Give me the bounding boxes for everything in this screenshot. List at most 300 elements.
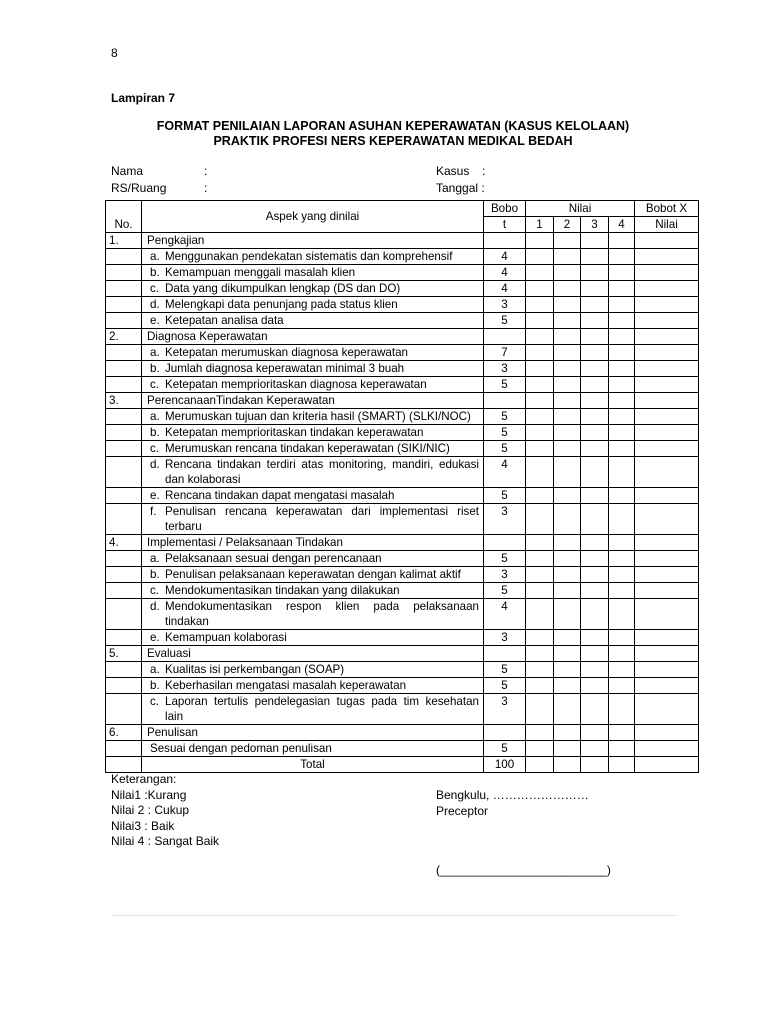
item-row [106, 409, 699, 425]
item-bobot: 5 [484, 313, 526, 329]
score-cell [635, 504, 699, 535]
score-cell [609, 504, 635, 535]
item-label: c. [150, 378, 160, 391]
total-label: Total [142, 757, 484, 773]
score-cell [581, 297, 609, 313]
score-cell [581, 662, 609, 678]
score-cell [635, 488, 699, 504]
score-cell [609, 313, 635, 329]
score-cell [581, 441, 609, 457]
rs-colon: : [204, 181, 208, 195]
score-cell [526, 630, 554, 646]
signature-place: Bengkulu, …………………… [436, 788, 589, 802]
score-cell [554, 441, 581, 457]
empty-cell [635, 725, 699, 741]
item-label: c. [150, 442, 160, 455]
item-bobot: 3 [484, 567, 526, 583]
item-row [106, 694, 699, 725]
empty-cell [609, 725, 635, 741]
page-divider [111, 915, 677, 916]
score-cell [526, 313, 554, 329]
score-cell [526, 488, 554, 504]
score-cell [635, 265, 699, 281]
score-cell [635, 361, 699, 377]
score-cell [635, 662, 699, 678]
item-text: Menggunakan pendekatan sistematis dan komprehensif [165, 250, 453, 263]
score-cell [554, 265, 581, 281]
signature-role: Preceptor [436, 804, 489, 818]
item-label: b. [150, 266, 160, 279]
empty-cell [581, 646, 609, 662]
section-title: Diagnosa Keperawatan [142, 329, 484, 345]
score-cell [526, 504, 554, 535]
section-row [106, 329, 699, 345]
item-label: d. [150, 298, 160, 311]
score-cell [581, 361, 609, 377]
page-number: 8 [111, 46, 118, 60]
item-label: e. [150, 489, 160, 502]
item-bobot: 5 [484, 741, 526, 757]
item-text-cell [142, 678, 484, 694]
item-label: e. [150, 314, 160, 327]
score-cell [554, 583, 581, 599]
item-text-cell [142, 583, 484, 599]
score-cell [635, 425, 699, 441]
section-number: 5. [106, 646, 142, 662]
section-number: 6. [106, 725, 142, 741]
score-cell [609, 567, 635, 583]
item-text-cell [142, 662, 484, 678]
keterangan-line-4: Nilai 4 : Sangat Baik [111, 834, 220, 848]
score-cell [581, 599, 609, 630]
score-cell [581, 694, 609, 725]
item-text: Ketepatan memprioritaskan diagnosa keperawatan [165, 378, 427, 391]
empty-cell [484, 393, 526, 409]
item-label: a. [150, 410, 160, 423]
item-text: Pelaksanaan sesuai dengan perencanaan [165, 552, 382, 565]
score-cell [635, 741, 699, 757]
score-cell [526, 377, 554, 393]
score-cell [581, 583, 609, 599]
keterangan [111, 772, 219, 850]
item-bobot: 5 [484, 488, 526, 504]
score-cell [554, 504, 581, 535]
score-cell [526, 567, 554, 583]
item-text-cell [142, 504, 484, 535]
score-cell [581, 409, 609, 425]
item-text: Ketepatan merumuskan diagnosa keperawatan [165, 346, 408, 359]
score-cell [609, 409, 635, 425]
keterangan-heading: Keterangan: [111, 772, 177, 786]
item-row [106, 551, 699, 567]
item-text-cell [142, 457, 484, 488]
empty-cell [635, 393, 699, 409]
score-cell [581, 678, 609, 694]
score-cell [635, 694, 699, 725]
item-row [106, 567, 699, 583]
score-cell [635, 441, 699, 457]
score-cell [554, 249, 581, 265]
score-cell [526, 265, 554, 281]
item-text-cell [142, 441, 484, 457]
item-bobot: 7 [484, 345, 526, 361]
header-nilai-1: 1 [526, 217, 554, 233]
score-cell [554, 630, 581, 646]
score-cell [635, 313, 699, 329]
score-cell [554, 678, 581, 694]
item-bobot: 4 [484, 249, 526, 265]
score-cell [526, 345, 554, 361]
score-cell [526, 599, 554, 630]
item-text-cell [142, 630, 484, 646]
item-row [106, 297, 699, 313]
empty-cell [581, 233, 609, 249]
item-row [106, 281, 699, 297]
item-row [106, 265, 699, 281]
score-cell [609, 630, 635, 646]
empty-cell [554, 233, 581, 249]
item-row [106, 249, 699, 265]
score-cell [526, 409, 554, 425]
score-cell [554, 599, 581, 630]
item-label: c. [150, 282, 160, 295]
item-row [106, 441, 699, 457]
empty-cell [581, 725, 609, 741]
item-row [106, 599, 699, 630]
section-number: 4. [106, 535, 142, 551]
empty-cell [635, 233, 699, 249]
header-bobot-x-nilai: Bobot X [635, 201, 699, 217]
item-text: Kemampuan menggali masalah klien [165, 266, 356, 279]
score-cell [581, 504, 609, 535]
score-cell [581, 488, 609, 504]
score-cell [526, 583, 554, 599]
empty-cell [526, 725, 554, 741]
empty-cell [581, 329, 609, 345]
score-cell [609, 249, 635, 265]
score-cell [526, 662, 554, 678]
score-cell [526, 441, 554, 457]
signature-line: (_________________________) [436, 863, 611, 877]
empty-cell [484, 646, 526, 662]
section-number: 3. [106, 393, 142, 409]
empty-cell [526, 646, 554, 662]
item-text-cell [142, 551, 484, 567]
score-cell [635, 409, 699, 425]
item-row [106, 741, 699, 757]
item-row [106, 504, 699, 535]
score-cell [526, 297, 554, 313]
empty-cell [554, 329, 581, 345]
empty-cell [635, 329, 699, 345]
score-cell [581, 345, 609, 361]
nama-colon: : [204, 164, 208, 178]
score-cell [635, 377, 699, 393]
empty-cell [526, 535, 554, 551]
item-text: Melengkapi data penunjang pada status klien [165, 298, 398, 311]
item-row [106, 457, 699, 488]
score-cell [526, 425, 554, 441]
empty-cell [484, 329, 526, 345]
keterangan-line-1: Nilai1 :Kurang [111, 787, 187, 802]
item-label: d. [150, 458, 160, 471]
item-bobot: 4 [484, 457, 526, 488]
empty-cell [526, 329, 554, 345]
score-cell [635, 297, 699, 313]
score-cell [581, 265, 609, 281]
item-row [106, 662, 699, 678]
empty-cell [554, 393, 581, 409]
keterangan-line-2: Nilai 2 : Cukup [111, 803, 190, 817]
score-cell [609, 599, 635, 630]
score-cell [635, 630, 699, 646]
kasus-label: Kasus [436, 164, 470, 178]
item-row [106, 488, 699, 504]
item-bobot: 3 [484, 504, 526, 535]
score-cell [581, 630, 609, 646]
section-row [106, 646, 699, 662]
item-label: b. [150, 362, 160, 375]
item-text: Merumuskan rencana tindakan keperawatan (SIKI/NIC) [165, 442, 450, 455]
section-title: Evaluasi [142, 646, 484, 662]
score-cell [554, 361, 581, 377]
score-cell [554, 488, 581, 504]
score-cell [635, 678, 699, 694]
score-cell [581, 551, 609, 567]
item-text-cell [142, 345, 484, 361]
empty-cell [526, 233, 554, 249]
score-cell [554, 457, 581, 488]
header-nilai-3: 3 [581, 217, 609, 233]
empty-cell [554, 725, 581, 741]
score-cell [581, 457, 609, 488]
total-value: 100 [484, 757, 526, 773]
section-title: Penulisan [142, 725, 484, 741]
tanggal-label: Tanggal : [436, 181, 485, 195]
score-cell [581, 567, 609, 583]
score-cell [635, 249, 699, 265]
empty-cell [554, 646, 581, 662]
section-title: Implementasi / Pelaksanaan Tindakan [142, 535, 484, 551]
section-number: 1. [106, 233, 142, 249]
item-text-cell [142, 599, 484, 630]
header-nilai-4: 4 [609, 217, 635, 233]
empty-cell [609, 329, 635, 345]
rs-label: RS/Ruang [111, 181, 167, 195]
header-no: No. [106, 201, 142, 233]
item-text-cell [142, 297, 484, 313]
score-cell [635, 457, 699, 488]
item-bobot: 5 [484, 377, 526, 393]
item-label: a. [150, 552, 160, 565]
item-label: e. [150, 631, 160, 644]
score-cell [526, 741, 554, 757]
empty-cell [609, 393, 635, 409]
item-row [106, 425, 699, 441]
section-row [106, 535, 699, 551]
item-text: Ketepatan analisa data [165, 314, 284, 327]
header-nilai-2: 2 [554, 217, 581, 233]
score-cell [526, 551, 554, 567]
score-cell [635, 281, 699, 297]
empty-cell [581, 393, 609, 409]
score-cell [609, 265, 635, 281]
item-row [106, 313, 699, 329]
item-label: f. [150, 505, 157, 518]
score-cell [554, 551, 581, 567]
header-bobot-x-nilai-2: Nilai [635, 217, 699, 233]
empty-cell [484, 725, 526, 741]
item-text-cell [142, 249, 484, 265]
item-text: Penulisan rencana keperawatan dari implementasi riset terbaru [165, 505, 479, 533]
item-text-cell [142, 741, 484, 757]
score-cell [609, 345, 635, 361]
section-number: 2. [106, 329, 142, 345]
item-text: Penulisan pelaksanaan keperawatan dengan kalimat aktif [165, 568, 461, 581]
score-cell [635, 551, 699, 567]
score-cell [635, 583, 699, 599]
item-text: Merumuskan tujuan dan kriteria hasil (SMART) (SLKI/NOC) [165, 410, 471, 423]
header-bobot-2: t [484, 217, 526, 233]
empty-cell [554, 535, 581, 551]
score-cell [635, 567, 699, 583]
item-bobot: 5 [484, 551, 526, 567]
item-label: c. [150, 695, 160, 708]
item-text: Mendokumentasikan tindakan yang dilakukan [165, 584, 400, 597]
lampiran-label: Lampiran 7 [111, 91, 176, 105]
score-cell [609, 741, 635, 757]
item-row [106, 630, 699, 646]
assessment-table [105, 200, 699, 773]
score-cell [581, 741, 609, 757]
keterangan-line-3: Nilai3 : Baik [111, 818, 175, 833]
kasus-colon: : [482, 164, 486, 178]
score-cell [554, 567, 581, 583]
score-cell [581, 313, 609, 329]
section-row [106, 725, 699, 741]
score-cell [609, 457, 635, 488]
empty-cell [484, 535, 526, 551]
section-row [106, 393, 699, 409]
item-text-cell [142, 377, 484, 393]
item-text: Jumlah diagnosa keperawatan minimal 3 buah [165, 362, 405, 375]
item-text-cell [142, 488, 484, 504]
item-label: a. [150, 346, 160, 359]
score-cell [609, 583, 635, 599]
item-label: a. [150, 663, 160, 676]
score-cell [635, 345, 699, 361]
score-cell [554, 377, 581, 393]
score-cell [609, 361, 635, 377]
section-title: Pengkajian [142, 233, 484, 249]
score-cell [526, 457, 554, 488]
score-cell [581, 425, 609, 441]
item-row [106, 377, 699, 393]
score-cell [609, 377, 635, 393]
score-cell [609, 678, 635, 694]
item-text: Rencana tindakan terdiri atas monitoring, mandiri, edukasi dan kolaborasi [165, 458, 479, 486]
item-bobot: 5 [484, 662, 526, 678]
item-text-cell [142, 567, 484, 583]
title-line-1: FORMAT PENILAIAN LAPORAN ASUHAN KEPERAWATAN (KASUS KELOLAAN) [156, 119, 630, 133]
score-cell [609, 694, 635, 725]
item-text: Ketepatan memprioritaskan tindakan keperawatan [165, 426, 424, 439]
score-cell [581, 377, 609, 393]
item-row [106, 678, 699, 694]
score-cell [554, 694, 581, 725]
score-cell [609, 425, 635, 441]
empty-cell [609, 233, 635, 249]
empty-cell [581, 535, 609, 551]
item-row [106, 361, 699, 377]
score-cell [554, 425, 581, 441]
score-cell [554, 409, 581, 425]
header-aspek: Aspek yang dinilai [142, 201, 484, 233]
item-text: Kemampuan kolaborasi [165, 631, 287, 644]
section-row [106, 233, 699, 249]
item-text-cell [142, 425, 484, 441]
item-label: d. [150, 600, 160, 613]
score-cell [554, 297, 581, 313]
item-label: c. [150, 584, 160, 597]
empty-cell [635, 535, 699, 551]
item-text-cell [142, 313, 484, 329]
score-cell [554, 345, 581, 361]
item-label: b. [150, 679, 160, 692]
total-row [106, 757, 699, 773]
score-cell [554, 741, 581, 757]
score-cell [609, 441, 635, 457]
score-cell [609, 488, 635, 504]
item-text-cell [142, 265, 484, 281]
score-cell [609, 662, 635, 678]
score-cell [526, 694, 554, 725]
item-label: b. [150, 426, 160, 439]
item-bobot: 3 [484, 297, 526, 313]
empty-cell [484, 233, 526, 249]
item-bobot: 5 [484, 441, 526, 457]
score-cell [554, 281, 581, 297]
item-text-cell [142, 409, 484, 425]
header-bobot: Bobo [484, 201, 526, 217]
nama-label: Nama [111, 164, 144, 178]
title-line-2: PRAKTIK PROFESI NERS KEPERAWATAN MEDIKAL BEDAH [213, 134, 573, 148]
item-text: Keberhasilan mengatasi masalah keperawatan [165, 679, 407, 692]
section-title: PerencanaanTindakan Keperawatan [142, 393, 484, 409]
item-text: Mendokumentasikan respon klien pada pelaksanaan tindakan [165, 600, 479, 628]
item-text-cell [142, 694, 484, 725]
score-cell [609, 297, 635, 313]
item-bobot: 3 [484, 361, 526, 377]
score-cell [526, 281, 554, 297]
score-cell [554, 662, 581, 678]
item-bobot: 5 [484, 409, 526, 425]
score-cell [581, 281, 609, 297]
score-cell [635, 599, 699, 630]
item-row [106, 583, 699, 599]
empty-cell [635, 646, 699, 662]
score-cell [609, 551, 635, 567]
item-label: a. [150, 250, 160, 263]
item-text: Data yang dikumpulkan lengkap (DS dan DO) [165, 282, 401, 295]
item-bobot: 4 [484, 281, 526, 297]
item-bobot: 4 [484, 265, 526, 281]
score-cell [526, 249, 554, 265]
item-text: Rencana tindakan dapat mengatasi masalah [165, 489, 395, 502]
score-cell [526, 361, 554, 377]
empty-cell [526, 393, 554, 409]
item-bobot: 5 [484, 425, 526, 441]
